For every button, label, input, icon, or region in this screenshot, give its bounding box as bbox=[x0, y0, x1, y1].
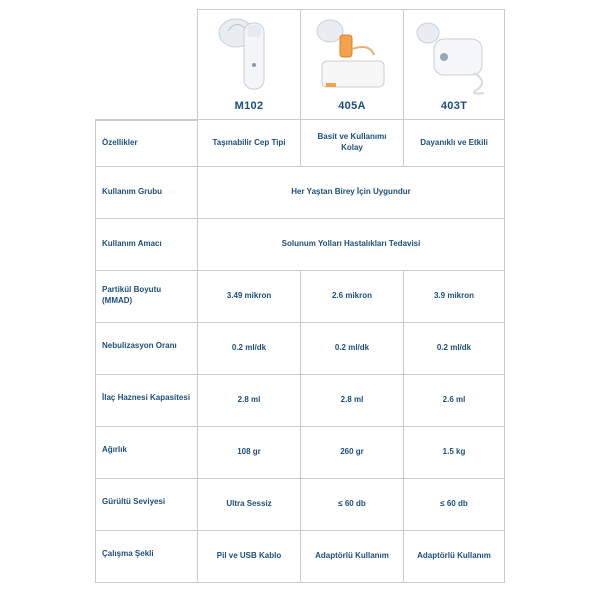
product-header-405a bbox=[301, 9, 404, 120]
cell-nebulizasyon-403t: 0.2 ml/dk bbox=[404, 323, 505, 375]
product-header-403t bbox=[404, 9, 505, 120]
cell-ozellikler-m102: Taşınabilir Cep Tipi bbox=[198, 120, 301, 167]
row-label-calisma-sekli: Çalışma Şekli bbox=[95, 531, 198, 583]
product-image-405a bbox=[301, 9, 403, 97]
product-name-403t: 403T bbox=[440, 100, 468, 113]
cell-calisma-sekli-403t: Adaptörlü Kullanım bbox=[404, 531, 505, 583]
cell-nebulizasyon-405a: 0.2 ml/dk bbox=[301, 323, 404, 375]
cell-calisma-sekli-405a: Adaptörlü Kullanım bbox=[301, 531, 404, 583]
cell-ozellikler-403t: Dayanıklı ve Etkili bbox=[404, 120, 505, 167]
cell-partikul-m102: 3.49 mikron bbox=[198, 271, 301, 323]
row-label-kullanim-grubu: Kullanım Grubu bbox=[95, 167, 198, 219]
row-label-ozellikler: Özellikler bbox=[95, 120, 198, 167]
cell-partikul-405a: 2.6 mikron bbox=[301, 271, 404, 323]
comparison-table bbox=[95, 9, 505, 583]
cell-ilac-haznesi-m102: 2.8 ml bbox=[198, 375, 301, 427]
row-label-ilac-haznesi: İlaç Haznesi Kapasitesi bbox=[95, 375, 198, 427]
cell-agirlik-403t: 1.5 kg bbox=[404, 427, 505, 479]
row-label-partikul: Partikül Boyutu (MMAD) bbox=[95, 271, 198, 323]
cell-gurultu-403t: ≤ 60 db bbox=[404, 479, 505, 531]
cell-agirlik-405a: 260 gr bbox=[301, 427, 404, 479]
row-label-gurultu: Gürültü Seviyesi bbox=[95, 479, 198, 531]
cell-gurultu-405a: ≤ 60 db bbox=[301, 479, 404, 531]
product-image-m102 bbox=[198, 9, 300, 97]
cell-agirlik-m102: 108 gr bbox=[198, 427, 301, 479]
row-label-kullanim-amaci: Kullanım Amacı bbox=[95, 219, 198, 271]
product-image-403t bbox=[404, 9, 504, 97]
cell-ozellikler-405a: Basit ve Kullanımı Kolay bbox=[301, 120, 404, 167]
cell-calisma-sekli-m102: Pil ve USB Kablo bbox=[198, 531, 301, 583]
cell-gurultu-m102: Ultra Sessiz bbox=[198, 479, 301, 531]
product-header-m102 bbox=[198, 9, 301, 120]
row-label-nebulizasyon: Nebulizasyon Oranı bbox=[95, 323, 198, 375]
cell-partikul-403t: 3.9 mikron bbox=[404, 271, 505, 323]
cell-ilac-haznesi-403t: 2.6 ml bbox=[404, 375, 505, 427]
cell-kullanim-grubu: Her Yaştan Birey İçin Uygundur bbox=[198, 167, 505, 219]
cell-nebulizasyon-m102: 0.2 ml/dk bbox=[198, 323, 301, 375]
cell-ilac-haznesi-405a: 2.8 ml bbox=[301, 375, 404, 427]
product-name-405a: 405A bbox=[338, 100, 366, 113]
header-empty-cell bbox=[95, 9, 198, 120]
cell-kullanim-amaci: Solunum Yolları Hastalıkları Tedavisi bbox=[198, 219, 505, 271]
product-name-m102: M102 bbox=[234, 100, 264, 113]
row-label-agirlik: Ağırlık bbox=[95, 427, 198, 479]
